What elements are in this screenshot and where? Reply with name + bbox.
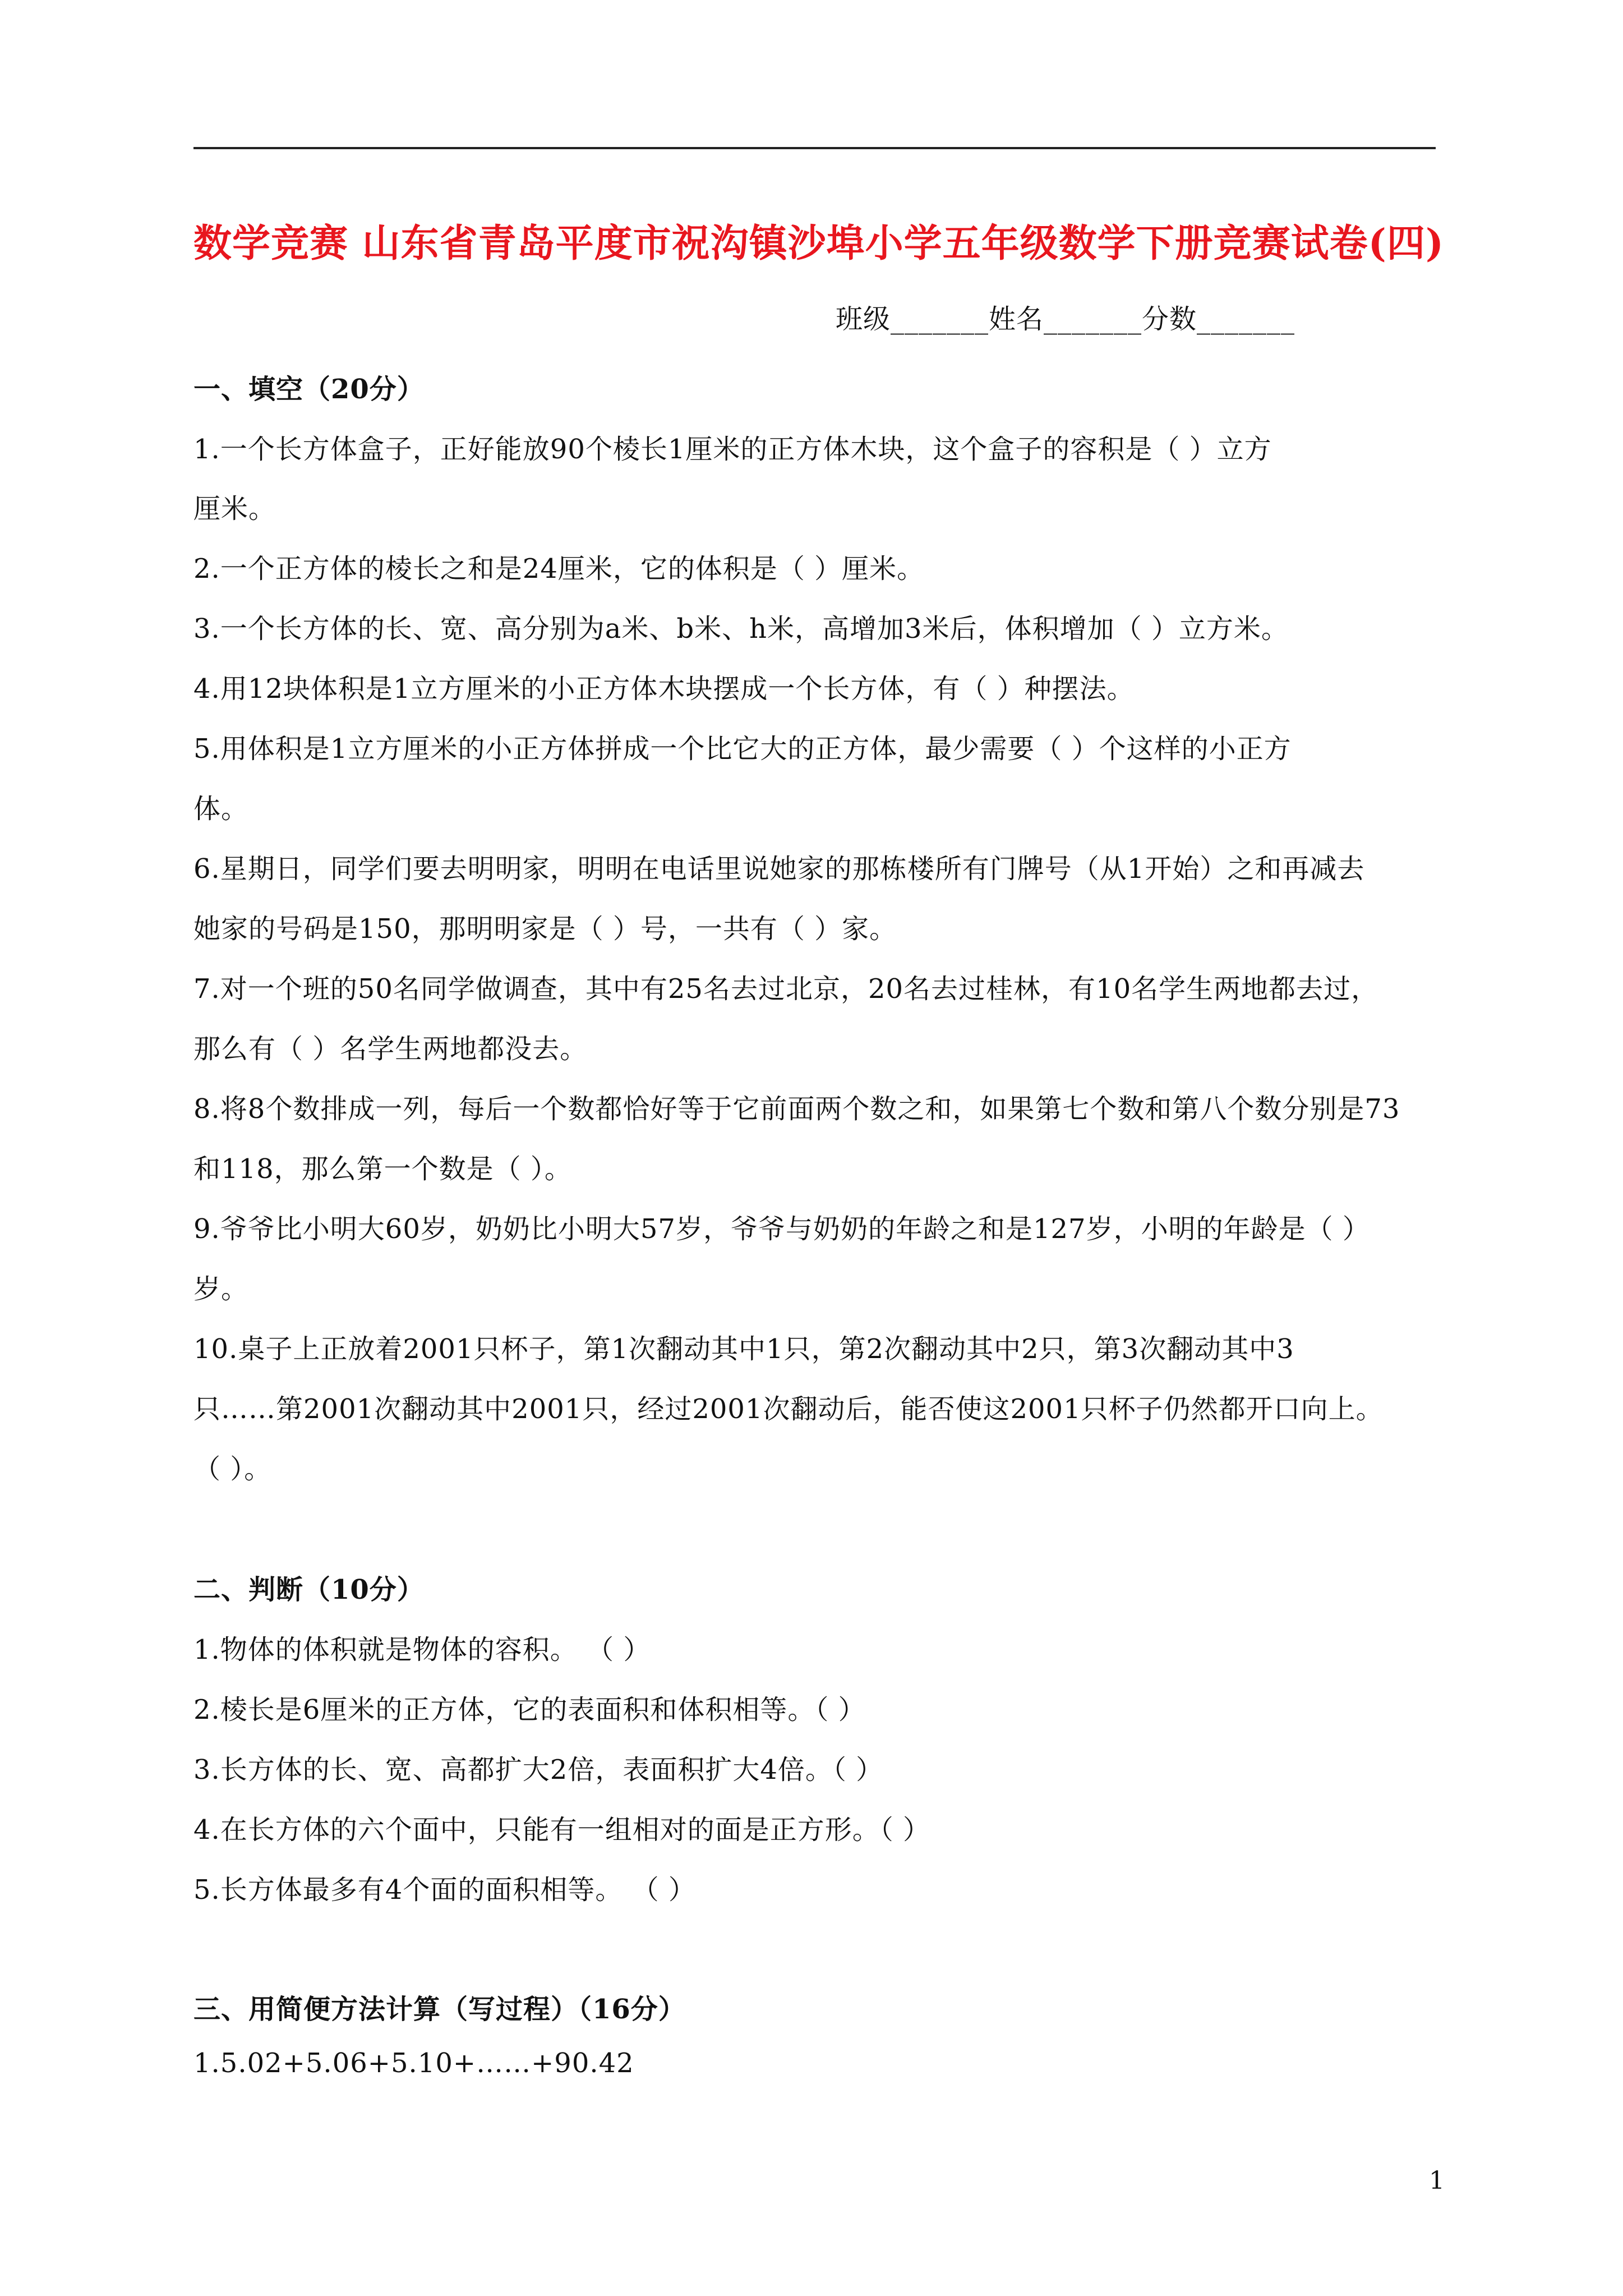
page-number: 1 xyxy=(1429,2166,1445,2195)
question-1-6-cont: 她家的号码是150，那明明家是（ ）号，一共有（ ）家。 xyxy=(193,913,897,945)
section-3-heading: 三、用简便方法计算（写过程）（16分） xyxy=(193,1994,686,2025)
question-1-9-cont: 岁。 xyxy=(193,1273,249,1305)
question-2-2: 2.棱长是6厘米的正方体，它的表面积和体积相等。（ ） xyxy=(193,1694,866,1726)
question-1-10: 10.桌子上正放着2001只杯子，第1次翻动其中1只，第2次翻动其中2只，第3次翻动其中3 xyxy=(193,1333,1294,1365)
question-1-2: 2.一个正方体的棱长之和是24厘米，它的体积是（ ）厘米。 xyxy=(193,553,925,585)
question-2-3: 3.长方体的长、宽、高都扩大2倍，表面积扩大4倍。（ ） xyxy=(193,1754,884,1786)
question-1-9: 9.爷爷比小明大60岁，奶奶比小明大57岁，爷爷与奶奶的年龄之和是127岁，小明的年龄是（ ） xyxy=(193,1213,1370,1245)
section-2-heading: 二、判断（10分） xyxy=(193,1574,425,1605)
question-1-1: 1.一个长方体盒子，正好能放90个棱长1厘米的正方体木块，这个盒子的容积是（ ）立方 xyxy=(193,434,1272,465)
question-2-4: 4.在长方体的六个面中，只能有一组相对的面是正方形。（ ） xyxy=(193,1814,931,1846)
question-1-1-cont: 厘米。 xyxy=(193,493,276,524)
question-2-1: 1.物体的体积就是物体的容积。 （ ） xyxy=(193,1634,651,1665)
question-1-6: 6.星期日，同学们要去明明家，明明在电话里说她家的那栋楼所有门牌号（从1开始）之和再减去 xyxy=(193,853,1365,885)
question-1-7-cont: 那么有（ ）名学生两地都没去。 xyxy=(193,1033,588,1065)
question-1-8-cont: 和118，那么第一个数是（ ）。 xyxy=(193,1153,572,1185)
header-rule xyxy=(193,147,1436,149)
student-info-line: 班级_______姓名_______分数_______ xyxy=(836,303,1295,335)
question-2-5: 5.长方体最多有4个面的面积相等。 （ ） xyxy=(193,1874,696,1906)
question-3-1: 1.5.02+5.06+5.10+……+90.42 xyxy=(193,2047,634,2079)
section-1-heading: 一、填空（20分） xyxy=(193,374,425,405)
question-1-5-cont: 体。 xyxy=(193,793,249,825)
question-1-7: 7.对一个班的50名同学做调查，其中有25名去过北京，20名去过桂林，有10名学生两地都去过， xyxy=(193,973,1379,1005)
question-1-8: 8.将8个数排成一列，每后一个数都恰好等于它前面两个数之和，如果第七个数和第八个数分别是73 xyxy=(193,1093,1400,1125)
question-1-3: 3.一个长方体的长、宽、高分别为a米、b米、h米，高增加3米后，体积增加（ ）立方米。 xyxy=(193,613,1289,645)
question-1-10-answer: （ ）。 xyxy=(193,1453,272,1485)
question-1-4: 4.用12块体积是1立方厘米的小正方体木块摆成一个长方体，有（ ）种摆法。 xyxy=(193,673,1135,705)
question-1-5: 5.用体积是1立方厘米的小正方体拼成一个比它大的正方体，最少需要（ ）个这样的小正方 xyxy=(193,733,1292,765)
exam-title: 数学竞赛 山东省青岛平度市祝沟镇沙埠小学五年级数学下册竞赛试卷(四) xyxy=(193,221,1445,266)
question-1-10-cont: 只……第2001次翻动其中2001只，经过2001次翻动后，能否使这2001只杯子仍然都开口向上。 xyxy=(193,1393,1384,1425)
